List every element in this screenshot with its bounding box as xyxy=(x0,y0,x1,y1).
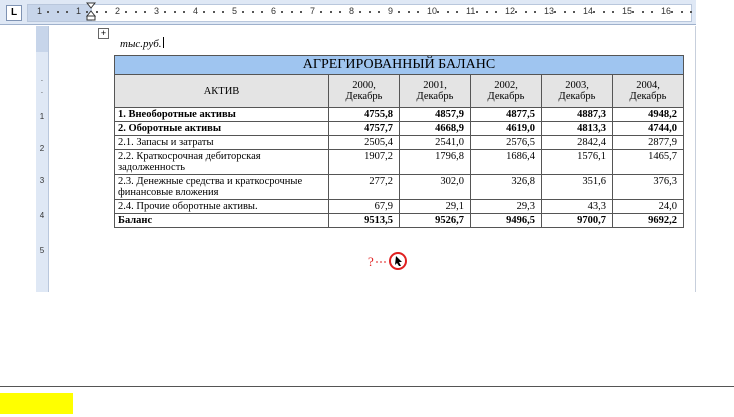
ruler-tick xyxy=(203,11,205,13)
ruler-tick xyxy=(174,11,176,13)
unit-label[interactable] xyxy=(120,37,690,51)
asset-header[interactable]: АКТИВ xyxy=(115,75,329,108)
value-cell[interactable]: 1686,4 xyxy=(471,150,542,175)
ruler-tick xyxy=(651,11,653,13)
ruler-tick xyxy=(593,11,595,13)
ruler-tick xyxy=(300,11,302,13)
value-cell[interactable]: 351,6 xyxy=(542,175,613,200)
ruler-tick xyxy=(339,11,341,13)
ruler-tick xyxy=(252,11,254,13)
ruler-number: 7 xyxy=(310,6,316,16)
value-cell[interactable]: 1796,8 xyxy=(400,150,471,175)
ruler-tick xyxy=(437,11,439,13)
value-cell[interactable]: 29,1 xyxy=(400,200,471,214)
year-header-month: Декабрь xyxy=(558,91,596,102)
annotation-question-icon: ? xyxy=(368,254,374,269)
balance-table[interactable] xyxy=(114,55,684,228)
ruler-tick xyxy=(447,11,449,13)
ruler-number: 11 xyxy=(466,6,476,16)
ruler-number: 5 xyxy=(232,6,238,16)
ruler-tick xyxy=(291,11,293,13)
ruler-tick xyxy=(330,11,332,13)
value-cell[interactable]: 2842,4 xyxy=(542,136,613,150)
indent-marker-icon[interactable] xyxy=(86,2,96,22)
ruler-tick xyxy=(378,11,380,13)
year-header[interactable] xyxy=(400,75,471,108)
year-header-month: Декабрь xyxy=(345,91,383,102)
value-cell[interactable]: 2576,5 xyxy=(471,136,542,150)
ruler-tick xyxy=(525,11,527,13)
value-cell[interactable]: 4887,3 xyxy=(542,108,613,122)
value-cell[interactable]: 4744,0 xyxy=(613,122,684,136)
year-header-year: 2004, xyxy=(636,80,660,91)
ruler-tick xyxy=(534,11,536,13)
ruler-tick xyxy=(125,11,127,13)
ruler-v-number: 1 xyxy=(39,112,45,121)
value-cell[interactable]: 376,3 xyxy=(613,175,684,200)
table-row xyxy=(115,150,684,175)
ruler-tick xyxy=(632,11,634,13)
year-header[interactable] xyxy=(471,75,542,108)
table-move-handle-icon[interactable]: + xyxy=(98,28,109,39)
ruler-v-number: 4 xyxy=(39,211,45,220)
row-label-cell[interactable]: 2.2. Краткосрочная дебиторская задолженность xyxy=(115,150,329,175)
table-row xyxy=(115,108,684,122)
year-header[interactable] xyxy=(542,75,613,108)
ruler-tick xyxy=(66,11,68,13)
value-cell[interactable]: 302,0 xyxy=(400,175,471,200)
ruler-tick xyxy=(573,11,575,13)
year-header-month: Декабрь xyxy=(487,91,525,102)
ruler-number: 10 xyxy=(427,6,438,16)
value-cell[interactable]: 1907,2 xyxy=(329,150,400,175)
ruler-tick xyxy=(476,11,478,13)
value-cell[interactable]: 9700,7 xyxy=(542,214,613,228)
value-cell[interactable]: 9513,5 xyxy=(329,214,400,228)
ruler-tick xyxy=(135,11,137,13)
value-cell[interactable]: 9692,2 xyxy=(613,214,684,228)
value-cell[interactable]: 326,8 xyxy=(471,175,542,200)
tab-selector-button[interactable]: L xyxy=(6,5,22,21)
year-header[interactable] xyxy=(613,75,684,108)
table-row xyxy=(115,214,684,228)
row-label-cell[interactable]: 1. Внеоборотные активы xyxy=(115,108,329,122)
ruler-number: 13 xyxy=(544,6,555,16)
year-header-year: 2001, xyxy=(423,80,447,91)
value-cell[interactable]: 2505,4 xyxy=(329,136,400,150)
ruler-number: 4 xyxy=(193,6,199,16)
value-cell[interactable]: 4755,8 xyxy=(329,108,400,122)
ruler-tick xyxy=(369,11,371,13)
year-header-year: 2002, xyxy=(494,80,518,91)
ruler-tick xyxy=(642,11,644,13)
ruler-numbers xyxy=(27,4,690,20)
value-cell[interactable]: 4619,0 xyxy=(471,122,542,136)
ruler-number: 12 xyxy=(505,6,516,16)
ruler-number: 3 xyxy=(154,6,160,16)
ruler-tick xyxy=(183,11,185,13)
value-cell[interactable]: 1465,7 xyxy=(613,150,684,175)
value-cell[interactable]: 4813,3 xyxy=(542,122,613,136)
ruler-tick xyxy=(486,11,488,13)
ruler-tick xyxy=(417,11,419,13)
year-header-month: Декабрь xyxy=(416,91,454,102)
value-cell[interactable]: 277,2 xyxy=(329,175,400,200)
ruler-tick xyxy=(222,11,224,13)
ruler-tick xyxy=(47,11,49,13)
annotation-mark xyxy=(366,240,436,285)
ruler-number: 2 xyxy=(115,6,121,16)
row-label-cell[interactable]: 2.1. Запасы и затраты xyxy=(115,136,329,150)
ruler-tick xyxy=(564,11,566,13)
year-header[interactable] xyxy=(329,75,400,108)
ruler-number: 16 xyxy=(661,6,672,16)
table-row xyxy=(115,175,684,200)
value-cell[interactable]: 4877,5 xyxy=(471,108,542,122)
ruler-v-number: 2 xyxy=(39,144,45,153)
ruler-tick xyxy=(144,11,146,13)
value-cell[interactable]: 4857,9 xyxy=(400,108,471,122)
ruler-number: 1 xyxy=(37,6,43,16)
value-cell[interactable]: 4757,7 xyxy=(329,122,400,136)
ruler-tick xyxy=(398,11,400,13)
ruler-tick xyxy=(359,11,361,13)
value-cell[interactable]: 67,9 xyxy=(329,200,400,214)
ruler-tick xyxy=(690,11,692,13)
ruler-v-dot: · xyxy=(40,88,44,97)
divider-line xyxy=(0,386,734,387)
ruler-v-dot: · xyxy=(40,76,44,85)
text-cursor xyxy=(163,37,164,48)
ruler-tick xyxy=(242,11,244,13)
ruler-tick xyxy=(495,11,497,13)
ruler-top-margin xyxy=(36,26,48,52)
ruler-number: 8 xyxy=(349,6,355,16)
unit-label-text: тыс.руб. xyxy=(120,38,162,50)
year-header-year: 2000, xyxy=(352,80,376,91)
ruler-tick xyxy=(456,11,458,13)
value-cell[interactable]: 2541,0 xyxy=(400,136,471,150)
ruler-number: 15 xyxy=(622,6,633,16)
ruler-tick xyxy=(603,11,605,13)
table-row xyxy=(115,200,684,214)
table-row xyxy=(115,122,684,136)
value-cell[interactable]: 4668,9 xyxy=(400,122,471,136)
row-label-cell[interactable]: 2.4. Прочие оборотные активы. xyxy=(115,200,329,214)
ruler-tick xyxy=(261,11,263,13)
ruler-tick xyxy=(515,11,517,13)
ruler-number: 9 xyxy=(388,6,394,16)
highlight-marker xyxy=(0,393,73,414)
ruler-tick xyxy=(320,11,322,13)
ruler-v-number: 5 xyxy=(39,246,45,255)
table-row xyxy=(115,136,684,150)
value-cell[interactable]: 9526,7 xyxy=(400,214,471,228)
year-header-month: Декабрь xyxy=(629,91,667,102)
year-header-year: 2003, xyxy=(565,80,589,91)
ruler-tick xyxy=(681,11,683,13)
ruler-v-number: 3 xyxy=(39,176,45,185)
ruler-number: 6 xyxy=(271,6,277,16)
ruler-number: 14 xyxy=(583,6,594,16)
row-label-cell[interactable]: 2. Оборотные активы xyxy=(115,122,329,136)
ruler-tick xyxy=(554,11,556,13)
value-cell[interactable]: 43,3 xyxy=(542,200,613,214)
row-label-cell[interactable]: 2.3. Денежные средства и краткосрочные финансовые вложения xyxy=(115,175,329,200)
row-label-cell[interactable]: Баланс xyxy=(115,214,329,228)
ruler-tick xyxy=(408,11,410,13)
ruler-number: 1 xyxy=(76,6,82,16)
ruler-tick xyxy=(164,11,166,13)
horizontal-ruler[interactable] xyxy=(0,0,696,25)
value-cell[interactable]: 4948,2 xyxy=(613,108,684,122)
ruler-tick xyxy=(105,11,107,13)
value-cell[interactable]: 29,3 xyxy=(471,200,542,214)
ruler-tick xyxy=(57,11,59,13)
vertical-ruler[interactable] xyxy=(36,26,49,292)
ruler-tick xyxy=(612,11,614,13)
value-cell[interactable]: 24,0 xyxy=(613,200,684,214)
ruler-tick xyxy=(671,11,673,13)
value-cell[interactable]: 1576,1 xyxy=(542,150,613,175)
ruler-tick xyxy=(281,11,283,13)
table-title[interactable]: АГРЕГИРОВАННЫЙ БАЛАНС xyxy=(115,56,684,75)
value-cell[interactable]: 2877,9 xyxy=(613,136,684,150)
value-cell[interactable]: 9496,5 xyxy=(471,214,542,228)
ruler-tick xyxy=(213,11,215,13)
